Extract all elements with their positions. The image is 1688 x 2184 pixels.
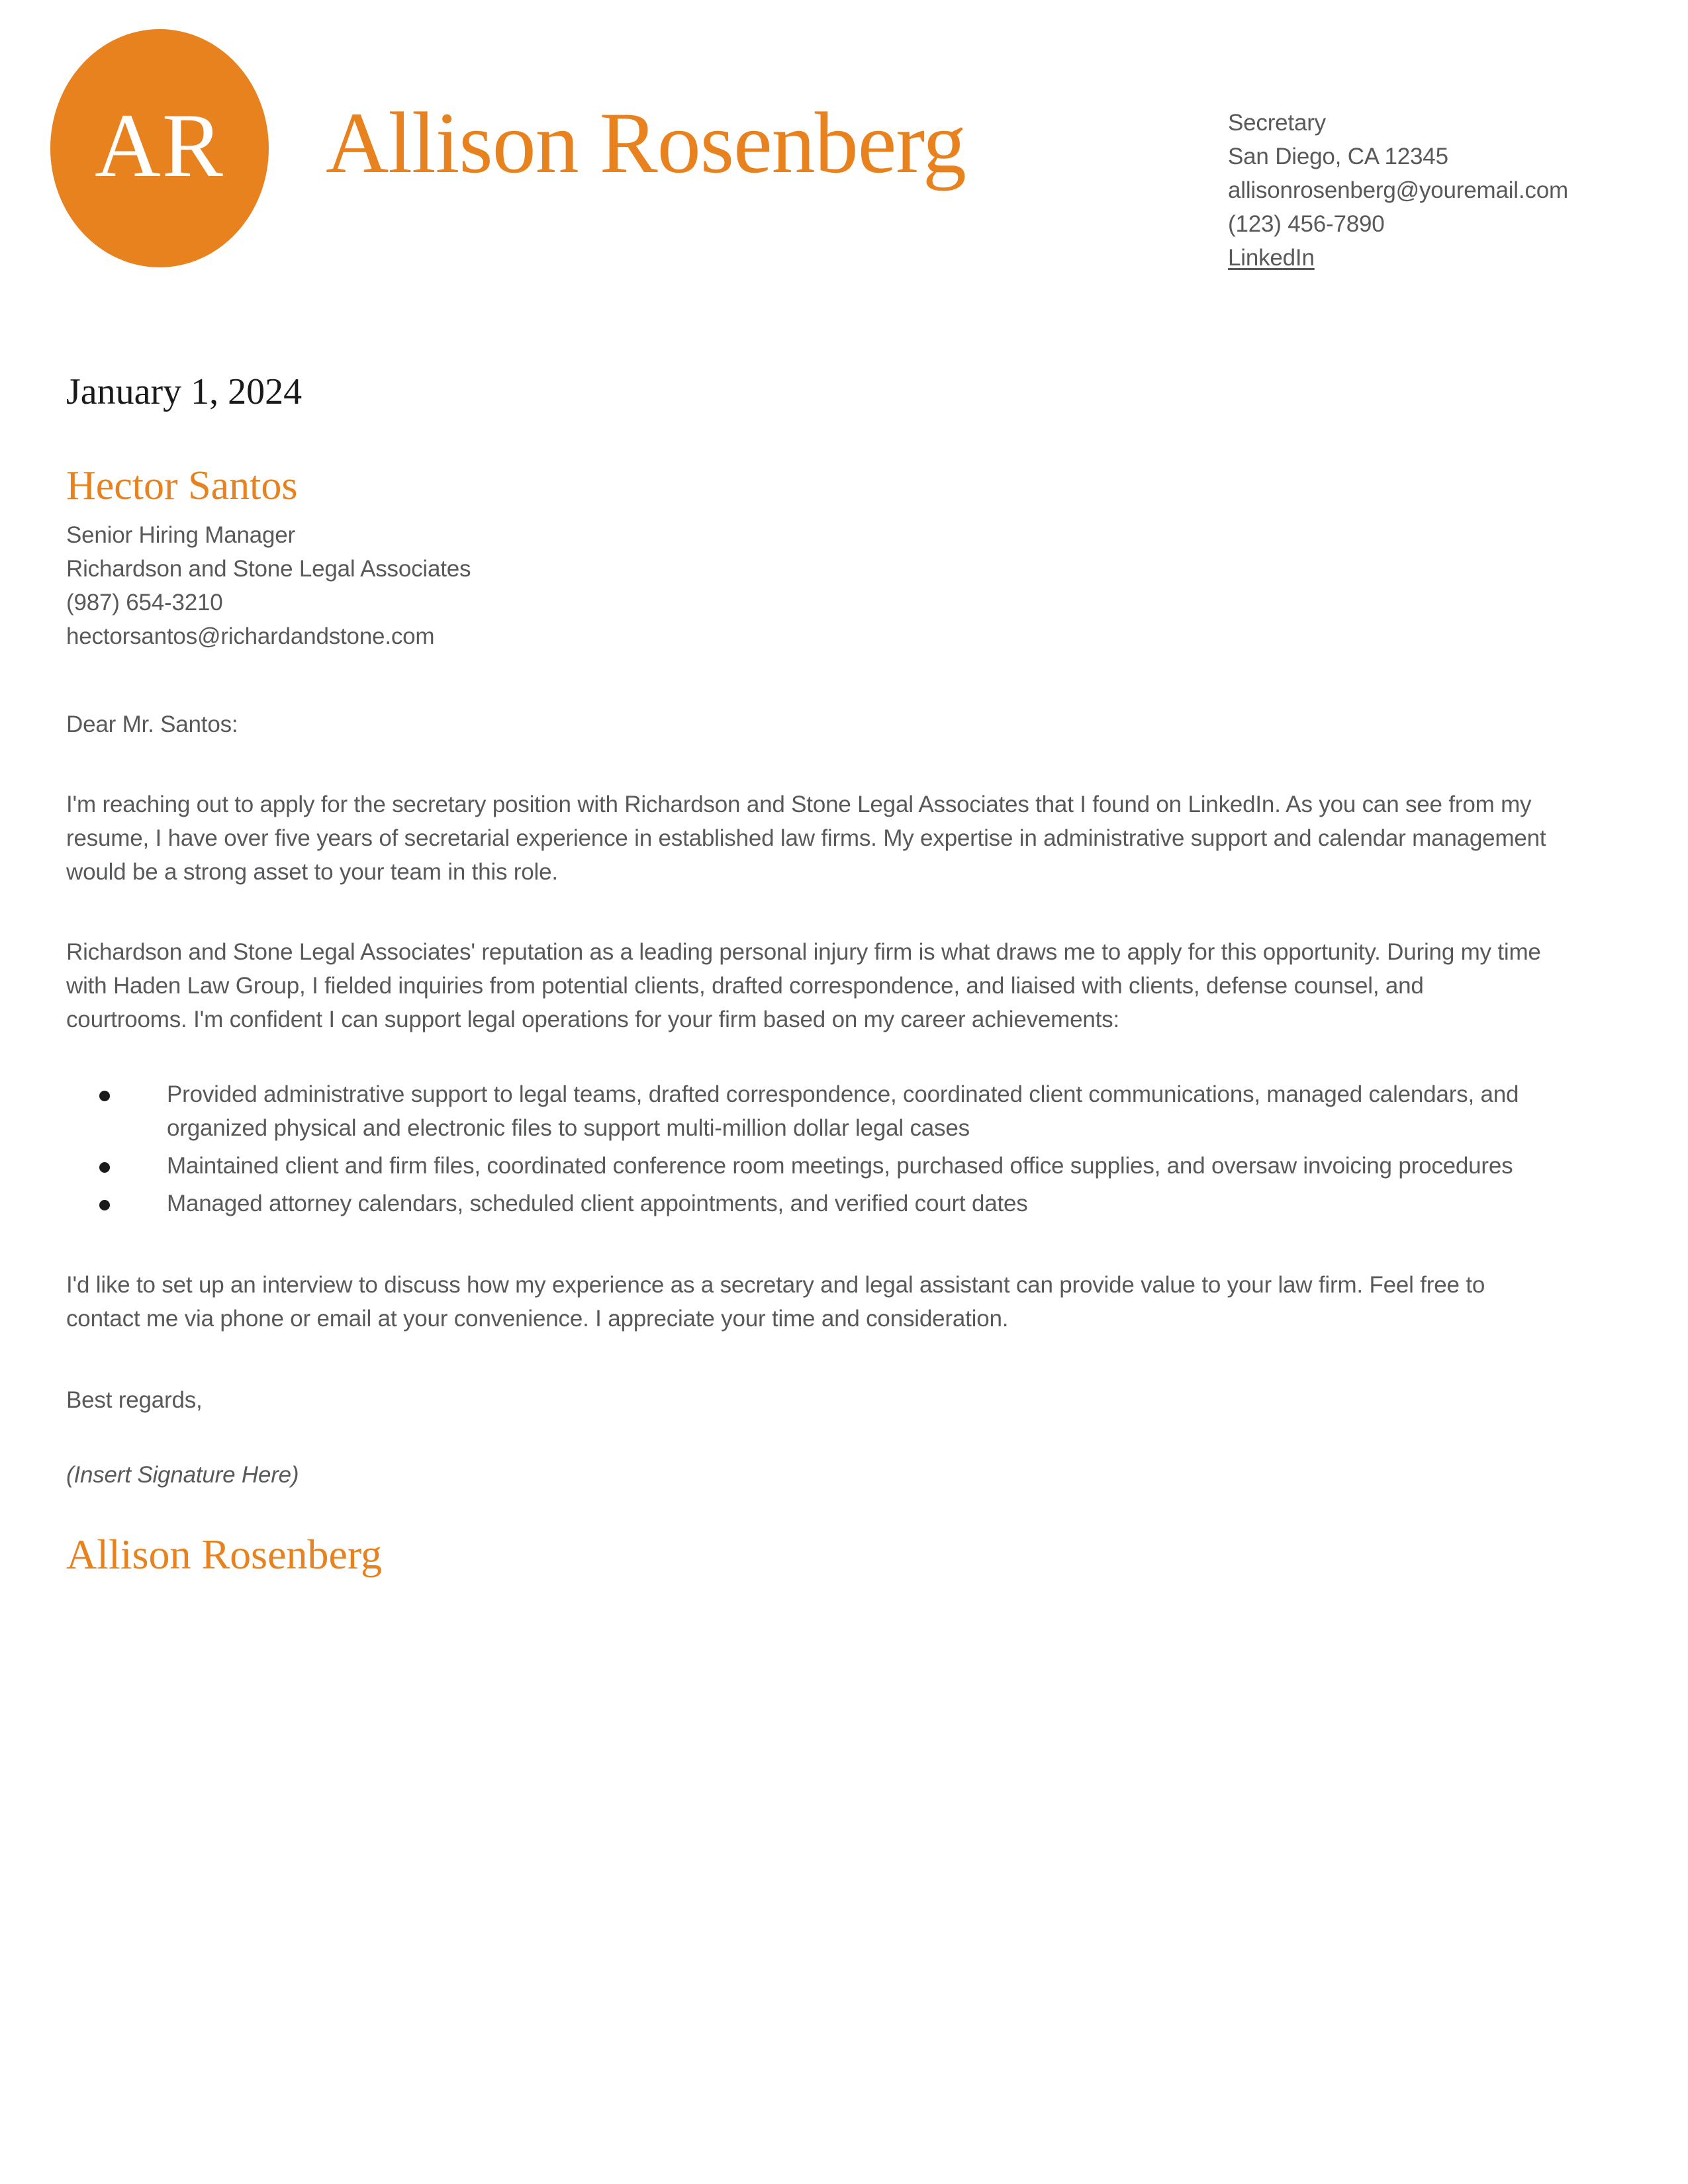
letter-sign-off: Best regards, [66,1387,203,1413]
letter-closing-paragraph: I'd like to set up an interview to discuss how my experience as a secretary and legal assistant can provide value to your law firm. Feel free to contact me via phone or email at your convenience. I appreciate your time and consideration. [66,1271,1485,1332]
applicant-name-heading: Allison Rosenberg [326,94,966,191]
recipient-company: Richardson and Stone Legal Associates [66,555,471,582]
recipient-name: Hector Santos [66,463,298,509]
recipient-title: Senior Hiring Manager [66,522,295,548]
applicant-contact-block [1228,106,1652,275]
applicant-phone: (123) 456-7890 [1228,211,1385,237]
letter-paragraph-2: Richardson and Stone Legal Associates' reputation as a leading personal injury firm is what draws me to apply for this opportunity. During my time with Haden Law Group, I fielded inquiries from potential clients, drafted correspondence, and liaised with clients, defense counsel, and courtrooms. I'm confident I can support legal operations for your firm based on my career achievements: [66,938,1541,1032]
letter-paragraph-1: I'm reaching out to apply for the secretary position with Richardson and Stone Legal Associates that I found on LinkedIn. As you can see from my resume, I have over five years of secretarial experience in established law firms. My expertise in administrative support and calendar management would be a strong asset to your team in this role. [66,791,1546,885]
monogram-initials: AR [95,95,224,196]
recipient-phone: (987) 654-3210 [66,589,223,615]
signature-name: Allison Rosenberg [66,1530,383,1578]
achievements-list [66,1077,1549,1220]
list-item: Provided administrative support to legal teams, drafted correspondence, coordinated client communications, managed calendars, and organized physical and electronic files to support multi-million dollar legal cases [66,1077,1549,1145]
list-item: Maintained client and firm files, coordinated conference room meetings, purchased office supplies, and oversaw invoicing procedures [66,1149,1549,1183]
applicant-job-title: Secretary [1228,110,1326,136]
linkedin-link[interactable]: LinkedIn [1228,245,1315,271]
recipient-block [66,463,1549,653]
applicant-email[interactable]: allisonrosenberg@youremail.com [1228,177,1568,203]
letter-date: January 1, 2024 [66,371,303,412]
signature-placeholder: (Insert Signature Here) [66,1461,299,1488]
letter-header [0,0,1688,311]
list-item: Managed attorney calendars, scheduled client appointments, and verified court dates [66,1187,1549,1220]
applicant-location: San Diego, CA 12345 [1228,144,1448,169]
letter-body [66,371,1549,1578]
monogram-badge [50,29,269,267]
recipient-email[interactable]: hectorsantos@richardandstone.com [66,623,435,649]
letter-salutation: Dear Mr. Santos: [66,711,238,737]
